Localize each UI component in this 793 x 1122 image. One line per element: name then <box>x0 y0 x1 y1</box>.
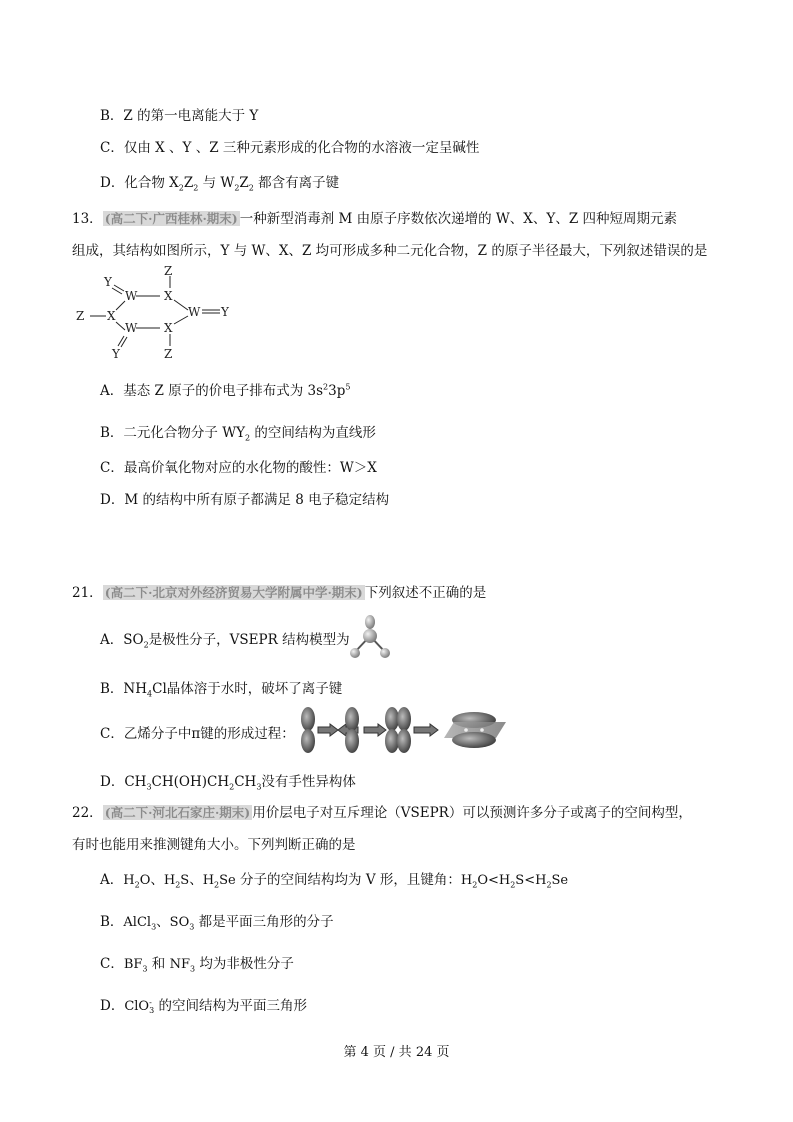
page-footer: 第 4 页 / 共 24 页 <box>343 1045 450 1060</box>
q22-stem-line2: 有时也能用来推测键角大小。下列判断正确的是 <box>72 837 356 853</box>
atom-w-top: W <box>125 289 138 303</box>
atom-z-top: Z <box>164 266 173 278</box>
q21-option-d: D．$CH_3CH(OH)CH_2CH_3$没有手性异构体 <box>100 774 356 792</box>
atom-z-bottom: Z <box>164 347 173 361</box>
q21-option-c: C．乙烯分子中π键的形成过程： <box>100 726 295 742</box>
q13-option-a: A．基态 Z 原子的价电子排布式为 $3s^23p^5$ <box>100 382 351 399</box>
atom-x-left: X <box>107 309 116 323</box>
q13-option-c: C．最高价氧化物对应的水化物的酸性：W＞X <box>100 460 377 476</box>
atom-y-bottom: Y <box>112 347 120 361</box>
vsepr-model-image <box>345 614 395 660</box>
q21-option-b: B．$NH_4Cl$晶体溶于水时，破坏了离子键 <box>100 681 343 699</box>
pi-bond-formation-image <box>298 705 508 755</box>
q22-source: (高二下·河北石家庄·期末) <box>104 805 251 820</box>
atom-w-bottom: W <box>125 321 138 335</box>
q13-structure-diagram <box>70 266 240 362</box>
q22-stem-line1: 22． (高二下·河北石家庄·期末) 用价层电子对互斥理论（VSEPR）可以预测许多分子或离子的空间构型， <box>72 805 692 821</box>
q13-option-b: B．二元化合物分子 $WY_2$ 的空间结构为直线形 <box>100 425 376 443</box>
q12-option-d: D．化合物 $X_2Z_2$ 与 $W_2Z_2$ 都含有离子键 <box>100 175 340 193</box>
atom-x-bottom: X <box>164 321 173 335</box>
q22-option-c: C．$BF_3$ 和 $NF_3$ 均为非极性分子 <box>100 956 294 974</box>
q13-option-d: D．M 的结构中所有原子都满足 8 电子稳定结构 <box>100 492 390 508</box>
q22-option-b: B．AlCl$_3$、$SO_3$ 都是平面三角形的分子 <box>100 914 334 932</box>
q13-source: (高二下·广西桂林·期末) <box>104 211 238 226</box>
q21-option-a: A．$SO_2$是极性分子，VSEPR 结构模型为 <box>100 632 350 650</box>
q13-stem-line2: 组成，其结构如图所示，Y 与 W、X、Z 均可形成多种二元化合物，Z 的原子半径最大，下列叙述错误的是 <box>72 243 708 259</box>
q12-option-b: B．Z 的第一电离能大于 Y <box>100 108 259 124</box>
atom-y-top: Y <box>104 275 112 289</box>
q22-option-d: D．ClO - 3 的空间结构为平面三角形 <box>100 997 307 1015</box>
q21-source: (高二下·北京对外经济贸易大学附属中学·期末) <box>104 585 363 600</box>
atom-x-top: X <box>164 289 173 303</box>
q13-stem-line1: 13． (高二下·广西桂林·期末) 一种新型消毒剂 M 由原子序数依次递增的 W、X、Y、Z 四种短周期元素 <box>72 211 678 227</box>
q21-stem: 21． (高二下·北京对外经济贸易大学附属中学·期末) 下列叙述不正确的是 <box>72 585 487 601</box>
atom-z-left: Z <box>76 309 85 323</box>
q12-option-c: C．仅由 X 、Y 、Z 三种元素形成的化合物的水溶液一定呈碱性 <box>100 140 480 156</box>
atom-y-right: Y <box>221 305 229 319</box>
q22-option-a: A．$H_2O$、$H_2S$、$H_2Se$ 分子的空间结构均为 V 形，且键角：$H_2O<H_2S<H_2Se$ <box>100 872 569 890</box>
atom-w-right: W <box>188 305 201 319</box>
